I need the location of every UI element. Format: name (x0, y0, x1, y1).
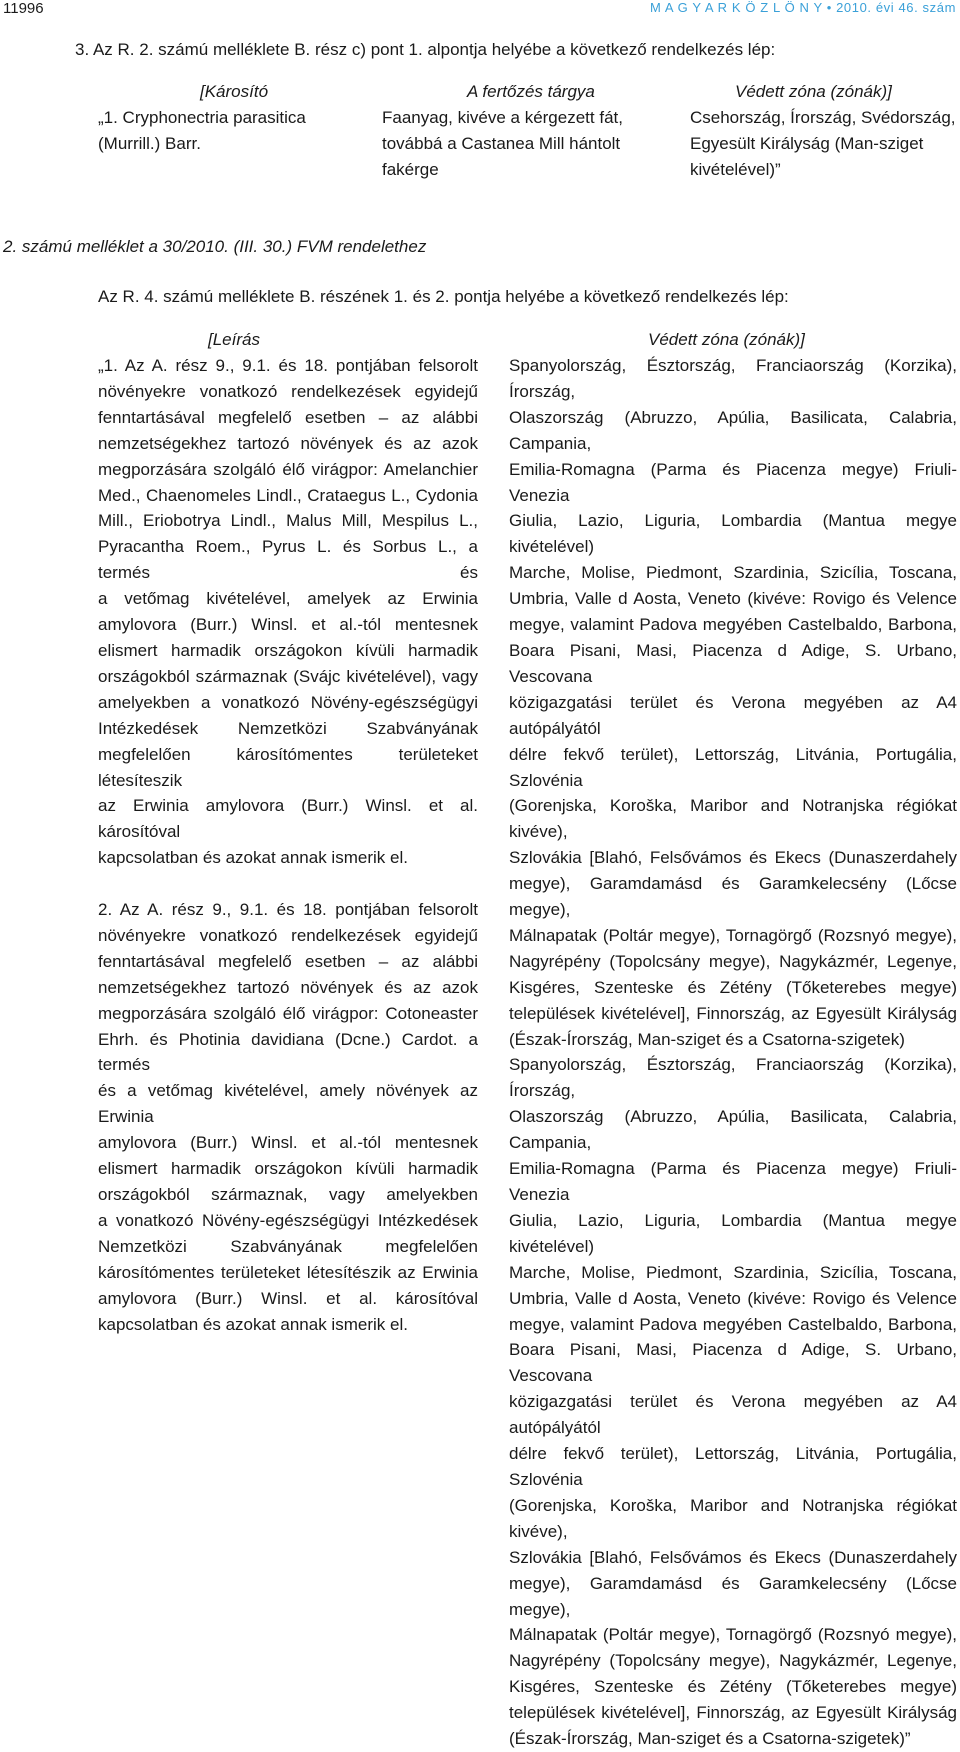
description-line: a vetőmag kivételével, amelyek az Erwinia (98, 589, 478, 609)
description-line: megporzására szolgáló élő virágpor: Cotoneaster (98, 1003, 478, 1023)
zone-line: Emilia-Romagna (Parma és Piacenza megye) Friuli-Venezia (509, 1159, 957, 1204)
zone-line: Kisgéres, Szenteske és Zétény (Tőketerebes megye) (509, 977, 957, 997)
zone-line: (Gorenjska, Koroška, Maribor and Notranjska régiókat kivéve), (509, 796, 957, 842)
zone-line: Giulia, Lazio, Liguria, Lombardia (Mantua megye kivételével) (509, 1210, 957, 1256)
zone-line: délre fekvő terület), Lettország, Litvánia, Portugália, Szlovénia (509, 744, 957, 790)
zone-line: Marche, Molise, Piedmont, Szardinia, Szicília, Toscana, (509, 1262, 957, 1282)
table2-header-zone: Védett zóna (zónák)] (648, 330, 805, 349)
table1-object-line: Faanyag, kivéve a kérgezett fát, (382, 108, 623, 127)
description-line: az Erwinia amylovora (Burr.) Winsl. et al. károsítóval (98, 796, 478, 842)
description-line: károsítómentes területeket létesítészik az Erwinia (98, 1262, 478, 1282)
zone-line: Szlovákia [Blahó, Felsővámos és Ekecs (Dunaszerdahely (509, 848, 957, 868)
zone-line: megye), Garamdamásd és Garamkelecsény (Lőcse megye), (509, 1573, 957, 1619)
zone-line: Kisgéres, Szenteske és Zétény (Tőketerebes megye) (509, 1677, 957, 1697)
table1-zone-line: kivételével)” (690, 160, 781, 179)
zone-line: Nagyrépény (Topolcsány megye), Nagykázmér, Legenye, (509, 1651, 957, 1671)
zone-line: Nagyrépény (Topolcsány megye), Nagykázmér, Legenye, (509, 951, 957, 971)
zone-line: Spanyolország, Észtország, Franciaország (Korzika), Írország, (509, 356, 957, 401)
description-line: fenntartásával megfelelő esetben – az alábbi (98, 951, 478, 971)
zone-line: közigazgatási terület és Verona megyében az A4 autópályától (509, 1392, 957, 1438)
journal-header: M A G Y A R K Ö Z L Ö N Y • 2010. évi 46. szám (649, 0, 956, 15)
description-line: 2. Az A. rész 9., 9.1. és 18. pontjában felsorolt (98, 900, 478, 920)
zone-line: Málnapatak (Poltár megye), Tornagörgő (Rozsnyó megye), (509, 1625, 957, 1645)
description-line: amylovora (Burr.) Winsl. et al. károsítóval (98, 1288, 478, 1308)
table1-zone-line: Csehország, Írország, Svédország, (690, 108, 956, 127)
zone-line: (Gorenjska, Koroška, Maribor and Notranjska régiókat kivéve), (509, 1495, 957, 1541)
table2-header-description: [Leírás (208, 330, 260, 349)
zone-line: Szlovákia [Blahó, Felsővámos és Ekecs (Dunaszerdahely (509, 1547, 957, 1567)
table2-description-column (98, 353, 478, 1337)
table1-zone-line: Egyesült Királyság (Man-sziget (690, 134, 924, 153)
zone-line: megye, valamint Padova megyében Castelbaldo, Barbona, (509, 1314, 957, 1334)
zone-line: Spanyolország, Észtország, Franciaország (Korzika), Írország, (509, 1055, 957, 1101)
description-line: országokból származnak (Svájc kivételével), vagy (98, 666, 478, 686)
zone-line: megye), Garamdamásd és Garamkelecsény (Lőcse megye), (509, 874, 957, 920)
zone-line: Málnapatak (Poltár megye), Tornagörgő (Rozsnyó megye), (509, 925, 957, 945)
description-line: „1. Az A. rész 9., 9.1. és 18. pontjában felsorolt (98, 356, 478, 375)
page-number: 11996 (3, 0, 44, 17)
description-line: és a vetőmag kivételével, amely növények az Erwinia (98, 1081, 478, 1127)
zone-line: Umbria, Valle d Aosta, Veneto (kivéve: Rovigo és Velence (509, 589, 957, 609)
description-line: országokból származnak, vagy amelyekben (98, 1185, 478, 1204)
table1-header-object: A fertőzés tárgya (467, 82, 595, 101)
zone-line: települések kivételével], Finnország, az Egyesült Királyság (509, 1703, 957, 1723)
description-line: kapcsolatban és azokat annak ismerik el. (98, 848, 408, 868)
table1-object-line: továbbá a Castanea Mill hántolt (382, 134, 621, 153)
table1-header-zone: Védett zóna (zónák)] (735, 82, 892, 101)
zone-line: Giulia, Lazio, Liguria, Lombardia (Mantua megye kivételével) (509, 511, 957, 557)
description-line (98, 871, 478, 897)
description-line: kapcsolatban és azokat annak ismerik el. (98, 1314, 408, 1334)
zone-line: Umbria, Valle d Aosta, Veneto (kivéve: Rovigo és Velence (509, 1288, 957, 1308)
zone-line: megye, valamint Padova megyében Castelbaldo, Barbona, (509, 615, 957, 635)
zone-line: közigazgatási terület és Verona megyében az A4 autópályától (509, 692, 957, 738)
description-line: elismert harmadik országokon kívüli harmadik (98, 1159, 478, 1179)
description-line: növényekre vonatkozó rendelkezések egyidejű (98, 381, 478, 401)
section3-intro: 3. Az R. 2. számú melléklete B. rész c) pont 1. alpontja helyébe a következő rendelkezés lép: (75, 40, 776, 59)
description-line: Med., Chaenomeles Lindl., Crataegus L., Cydonia (98, 485, 478, 505)
description-line: amylovora (Burr.) Winsl. et al.-tól mentesnek (98, 1133, 478, 1153)
table1-header-pest: [Károsító (200, 82, 269, 101)
annex-intro: Az R. 4. számú melléklete B. részének 1. és 2. pontja helyébe a következő rendelkezés lép: (98, 287, 789, 306)
zone-line: Boara Pisani, Masi, Piacenza d Adige, S. Urbano, Vescovana (509, 640, 957, 686)
zone-line: Emilia-Romagna (Parma és Piacenza megye) Friuli-Venezia (509, 459, 957, 505)
zone-line: (Észak-Írország, Man-sziget és a Csatorna-szigetek)” (509, 1729, 911, 1749)
table1-pest-line: (Murrill.) Barr. (98, 134, 201, 153)
description-line: Pyracantha Roem., Pyrus L. és Sorbus L., a termés és (98, 537, 478, 583)
description-line: Nemzetközi Szabványának megfelelően (98, 1236, 478, 1256)
description-line: a vonatkozó Növény-egészségügyi Intézkedések (98, 1210, 478, 1230)
table1-object-cell (382, 105, 623, 183)
description-line: amelyekben a vonatkozó Növény-egészségügyi (98, 692, 478, 712)
zone-line: települések kivételével], Finnország, az Egyesült Királyság (509, 1003, 957, 1023)
description-line: elismert harmadik országokon kívüli harmadik (98, 640, 478, 660)
table1-object-line: fakérge (382, 160, 439, 179)
description-line: Ehrh. és Photinia davidiana (Dcne.) Cardot. a termés (98, 1029, 478, 1075)
description-line: növényekre vonatkozó rendelkezések egyidejű (98, 925, 478, 945)
description-line: nemzetségekhez tartozó növények és az azok (98, 433, 478, 453)
description-line: megporzására szolgáló élő virágpor: Amelanchier (98, 459, 478, 479)
table1-pest-line: „1. Cryphonectria parasitica (98, 108, 306, 127)
zone-line: délre fekvő terület), Lettország, Litvánia, Portugália, Szlovénia (509, 1444, 957, 1489)
table1-zone-cell (690, 105, 956, 183)
zone-line: Marche, Molise, Piedmont, Szardinia, Szicília, Toscana, (509, 563, 957, 583)
description-line: Mill., Eriobotrya Lindl., Malus Mill, Mespilus L., (98, 511, 478, 531)
annex-title: 2. számú melléklet a 30/2010. (III. 30.) FVM rendelethez (3, 237, 427, 256)
zone-line: (Észak-Írország, Man-sziget és a Csatorna-szigetek) (509, 1029, 905, 1049)
zone-line: Olaszország (Abruzzo, Apúlia, Basilicata, Calabria, Campania, (509, 1107, 957, 1153)
description-line: nemzetségekhez tartozó növények és az azok (98, 977, 478, 997)
description-line: Intézkedések Nemzetközi Szabványának (98, 718, 478, 738)
description-line: amylovora (Burr.) Winsl. et al.-tól mentesnek (98, 615, 478, 635)
description-line: megfelelően károsítómentes területeket létesíteszik (98, 744, 478, 790)
zone-line: Boara Pisani, Masi, Piacenza d Adige, S. Urbano, Vescovana (509, 1340, 957, 1386)
description-line: fenntartásával megfelelő esetben – az alábbi (98, 407, 478, 427)
table2-zone-column (509, 353, 957, 1752)
zone-line: Olaszország (Abruzzo, Apúlia, Basilicata, Calabria, Campania, (509, 407, 957, 453)
table1-pest-cell (98, 105, 306, 157)
